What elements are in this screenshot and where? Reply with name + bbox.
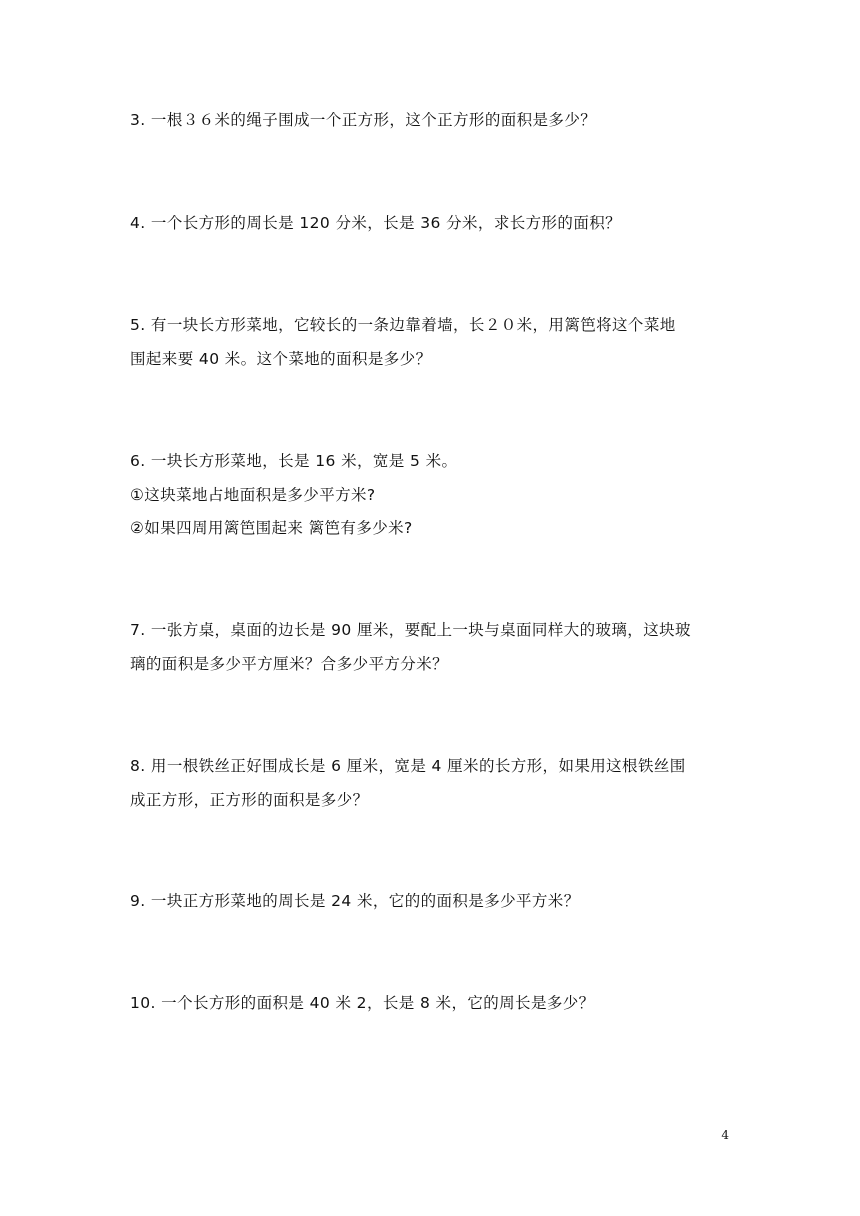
question-10-line-1: 10. 一个长方形的面积是 40 米 2，长是 8 米，它的周长是多少？ <box>130 994 595 1012</box>
question-8-line-1: 8. 用一根铁丝正好围成长是 6 厘米，宽是 4 厘米的长方形，如果用这根铁丝围 <box>130 757 686 775</box>
question-6-line-1: 6. 一块长方形菜地，长是 16 米，宽是 5 米。 <box>130 452 458 470</box>
question-6-subquestion-1: ①这块菜地占地面积是多少平方米? <box>130 486 376 504</box>
question-5-line-1: 5. 有一块长方形菜地，它较长的一条边靠着墙，长２０米，用篱笆将这个菜地 <box>130 316 676 334</box>
question-7-line-2: 璃的面积是多少平方厘米？合多少平方分米？ <box>130 655 449 673</box>
question-7-line-1: 7. 一张方桌，桌面的边长是 90 厘米，要配上一块与桌面同样大的玻璃，这块玻 <box>130 621 691 639</box>
question-4-line-1: 4. 一个长方形的周长是 120 分米，长是 36 分米，求长方形的面积？ <box>130 214 622 232</box>
question-3-line-1: 3. 一根３６米的绳子围成一个正方形，这个正方形的面积是多少？ <box>130 111 597 129</box>
question-5-line-2: 围起来要 40 米。这个菜地的面积是多少？ <box>130 350 432 368</box>
question-9-line-1: 9. 一块正方形菜地的周长是 24 米，它的的面积是多少平方米？ <box>130 892 580 910</box>
question-8-line-2: 成正方形，正方形的面积是多少？ <box>130 791 369 809</box>
question-6-subquestion-2: ②如果四周用篱笆围起来 篱笆有多少米? <box>130 519 413 537</box>
page-number: 4 <box>721 1128 729 1142</box>
